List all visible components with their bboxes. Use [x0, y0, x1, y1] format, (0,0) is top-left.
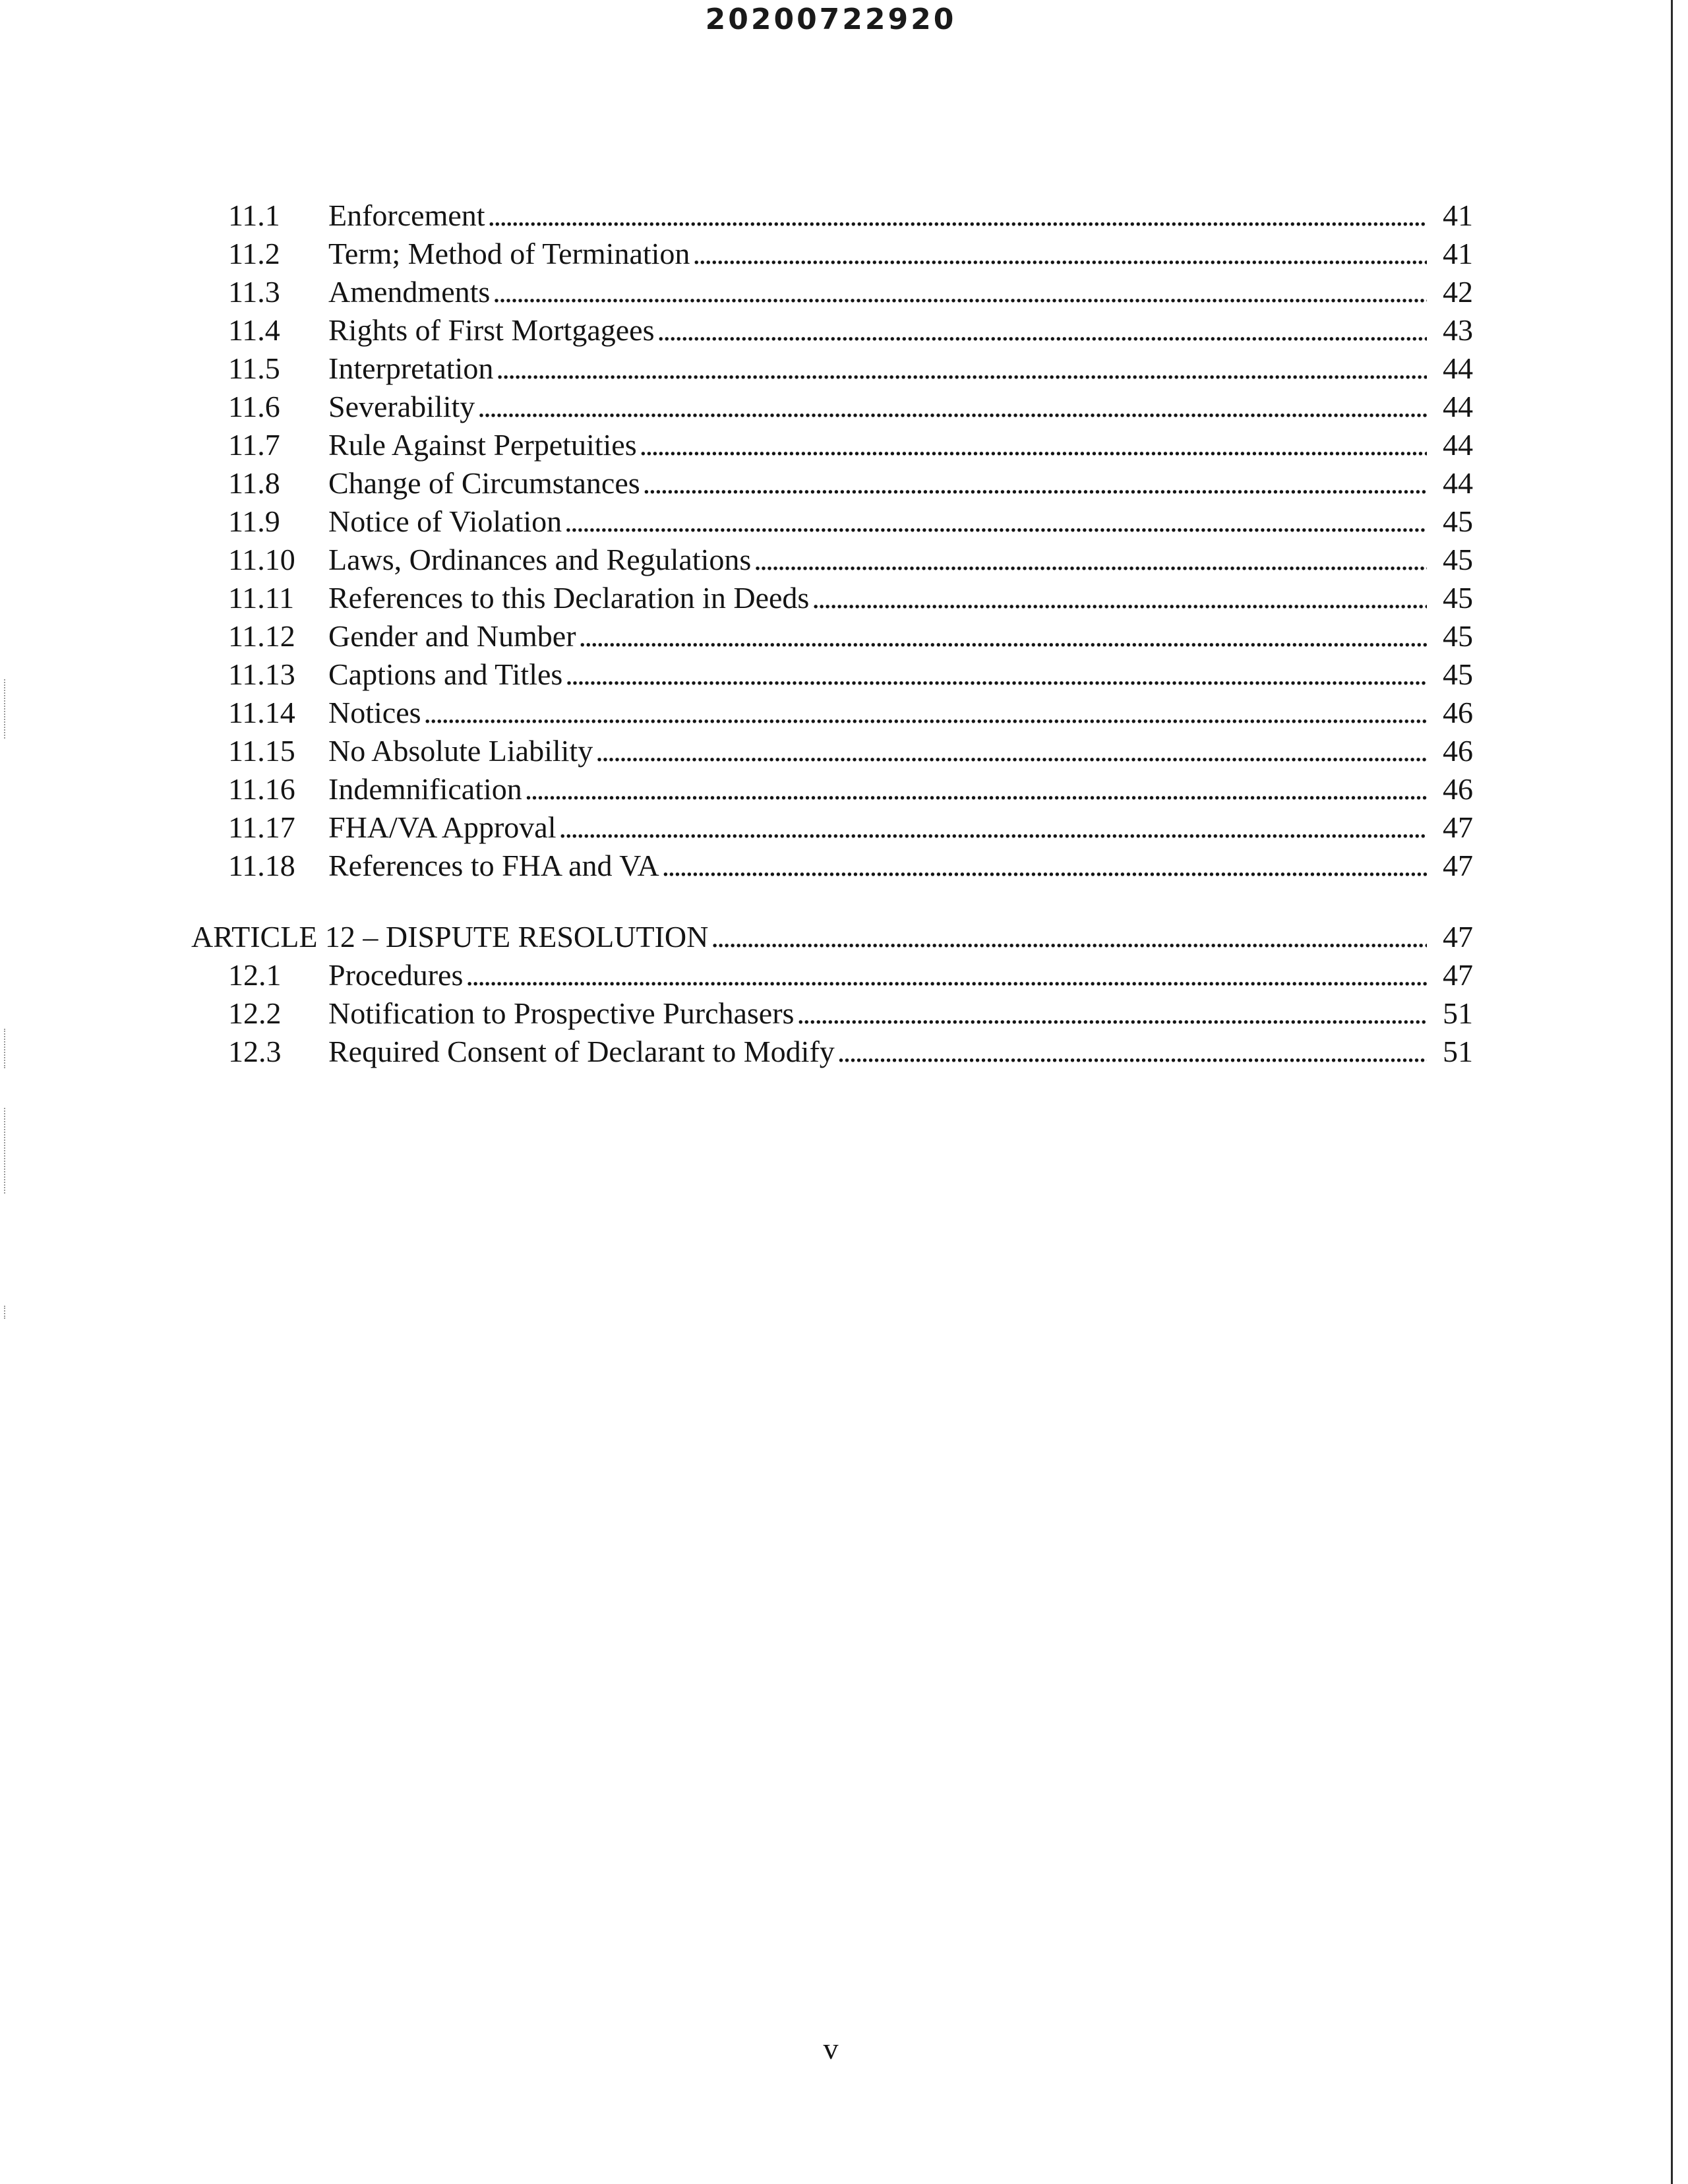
- toc-entry: [191, 1033, 1473, 1071]
- toc-entry-number: 11.3: [228, 275, 280, 309]
- scan-speck-mark: [4, 679, 8, 739]
- toc-entry: [191, 956, 1473, 994]
- toc-entry: [191, 579, 1473, 617]
- dot-leader: [558, 808, 1427, 847]
- toc-entry-title: Captions and Titles: [328, 657, 563, 691]
- toc-entry-number: 11.17: [228, 810, 295, 844]
- toc-entry: [191, 694, 1473, 732]
- toc-entry: [191, 235, 1473, 273]
- toc-entry-number: 11.1: [228, 198, 280, 232]
- toc-entry: [191, 541, 1473, 579]
- toc-entry-page: 45: [1443, 657, 1473, 691]
- dot-leader: [662, 847, 1427, 885]
- toc-entry-title: Notice of Violation: [328, 504, 562, 538]
- toc-entry: [191, 617, 1473, 655]
- toc-entry-page: 45: [1443, 504, 1473, 538]
- toc-entry-title: Indemnification: [328, 772, 522, 806]
- scan-speck-mark: [4, 1306, 8, 1319]
- dot-leader: [754, 541, 1427, 579]
- toc-entry-number: 11.14: [228, 696, 295, 729]
- dot-leader: [493, 273, 1427, 311]
- toc-entry-number: 11.10: [228, 543, 295, 576]
- dot-leader: [424, 694, 1427, 732]
- toc-entry-title: Gender and Number: [328, 619, 576, 653]
- scan-speck-mark: [4, 1029, 8, 1068]
- dot-leader: [797, 994, 1427, 1033]
- toc-entry-title: Procedures: [328, 958, 464, 992]
- toc-entry-page: 45: [1443, 581, 1473, 615]
- toc-entry: [191, 770, 1473, 808]
- dot-leader: [488, 197, 1427, 235]
- toc-entry-page: 47: [1443, 849, 1473, 882]
- toc-entry-page: 51: [1443, 996, 1473, 1030]
- toc-entry-title: Notices: [328, 696, 421, 729]
- toc-entry-page: 46: [1443, 734, 1473, 768]
- toc-entry-title: Required Consent of Declarant to Modify: [328, 1035, 835, 1068]
- toc-entry-title: Notification to Prospective Purchasers: [328, 996, 795, 1030]
- toc-entry-number: 11.15: [228, 734, 295, 768]
- toc-entry-page: 44: [1443, 390, 1473, 423]
- toc-entry-page: 41: [1443, 237, 1473, 270]
- toc-entry-title: Term; Method of Termination: [328, 237, 690, 270]
- toc-entry-title: Rights of First Mortgagees: [328, 313, 655, 347]
- toc-entry-number: 11.16: [228, 772, 295, 806]
- toc-entry-title: Interpretation: [328, 351, 494, 385]
- toc-entry-title: No Absolute Liability: [328, 734, 593, 768]
- dot-leader: [525, 770, 1427, 808]
- toc-entry-number: 11.18: [228, 849, 295, 882]
- toc-entry: [191, 502, 1473, 541]
- toc-entry-title: Amendments: [328, 275, 491, 309]
- scan-edge-line: [1671, 0, 1673, 2184]
- dot-leader: [595, 732, 1427, 770]
- toc-entry-number: 11.8: [228, 466, 280, 500]
- toc-entry: [191, 655, 1473, 694]
- toc-entry-number: 11.7: [228, 428, 280, 462]
- toc-entry-title: FHA/VA Approval: [328, 810, 557, 844]
- dot-leader: [496, 349, 1427, 388]
- toc-entry-page: 42: [1443, 275, 1473, 309]
- toc-entry-page: 46: [1443, 772, 1473, 806]
- toc-entry: [191, 197, 1473, 235]
- dot-leader: [692, 235, 1427, 273]
- toc-entry-number: 12.3: [228, 1035, 282, 1068]
- toc-entry-number: 11.13: [228, 657, 295, 691]
- toc-entry-title: References to FHA and VA: [328, 849, 659, 882]
- toc-entry-page: 43: [1443, 313, 1473, 347]
- toc-entry-title: References to this Declaration in Deeds: [328, 581, 810, 615]
- scan-speck-mark: [4, 1108, 8, 1194]
- toc-entry: [191, 808, 1473, 847]
- toc-entry: [191, 732, 1473, 770]
- toc-entry-page: 46: [1443, 696, 1473, 729]
- dot-leader: [657, 311, 1427, 349]
- toc-entry: [191, 273, 1473, 311]
- table-of-contents: [191, 197, 1473, 1071]
- dot-leader: [640, 426, 1427, 464]
- toc-entry: [191, 464, 1473, 502]
- toc-entry-page: 47: [1443, 958, 1473, 992]
- toc-entry-page: 41: [1443, 198, 1473, 232]
- toc-entry-page: 45: [1443, 543, 1473, 576]
- toc-entry-title: Laws, Ordinances and Regulations: [328, 543, 752, 576]
- dot-leader: [477, 388, 1427, 426]
- toc-entry-page: 44: [1443, 466, 1473, 500]
- toc-entry-page: 45: [1443, 619, 1473, 653]
- toc-entry-number: 11.11: [228, 581, 295, 615]
- spacer: [191, 885, 1473, 918]
- toc-entry-title: Severability: [328, 390, 475, 423]
- toc-entry-number: 11.12: [228, 619, 295, 653]
- toc-entry: [191, 994, 1473, 1033]
- toc-entry-number: 11.6: [228, 390, 280, 423]
- page-number: v: [823, 2032, 839, 2065]
- article-heading-row: [191, 918, 1473, 956]
- toc-entry-number: 11.5: [228, 351, 280, 385]
- dot-leader: [711, 918, 1427, 956]
- document-number: 20200722920: [705, 3, 957, 36]
- dot-leader: [466, 956, 1427, 994]
- toc-entry-title: Rule Against Perpetuities: [328, 428, 637, 462]
- toc-entry-page: 51: [1443, 1035, 1473, 1068]
- toc-entry: [191, 349, 1473, 388]
- toc-entry-title: Enforcement: [328, 198, 485, 232]
- toc-entry-number: 11.4: [228, 313, 280, 347]
- toc-entry: [191, 311, 1473, 349]
- toc-entry: [191, 426, 1473, 464]
- dot-leader: [564, 502, 1427, 541]
- toc-entry-page: 44: [1443, 351, 1473, 385]
- article-page: 47: [1443, 920, 1473, 954]
- toc-entry: [191, 388, 1473, 426]
- article-section-list: [191, 956, 1473, 1071]
- dot-leader: [565, 655, 1427, 694]
- toc-entry-page: 44: [1443, 428, 1473, 462]
- toc-entry-page: 47: [1443, 810, 1473, 844]
- toc-entry: [191, 847, 1473, 885]
- dot-leader: [812, 579, 1427, 617]
- toc-entry-number: 11.2: [228, 237, 280, 270]
- dot-leader: [837, 1033, 1427, 1071]
- toc-entry-title: Change of Circumstances: [328, 466, 640, 500]
- toc-entry-number: 12.1: [228, 958, 282, 992]
- dot-leader: [579, 617, 1427, 655]
- article-title: ARTICLE 12 – DISPUTE RESOLUTION: [191, 920, 709, 954]
- toc-entry-number: 11.9: [228, 504, 280, 538]
- toc-entry-number: 12.2: [228, 996, 282, 1030]
- dot-leader: [643, 464, 1427, 502]
- section-list: [191, 197, 1473, 885]
